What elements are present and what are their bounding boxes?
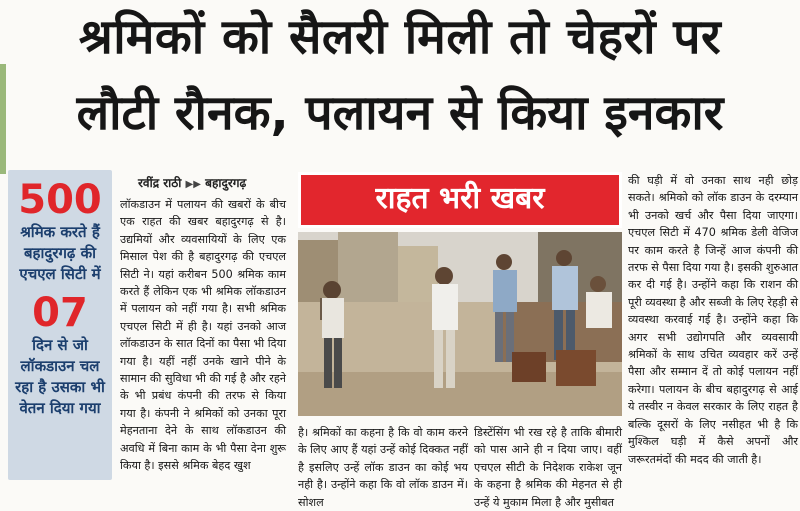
byline-author: रवींद्र राठी (138, 176, 182, 190)
byline (138, 174, 246, 191)
fact-text-workers: श्रमिक करते हैं बहादुरगढ़ की एचएल सिटी में (19, 223, 101, 283)
fact-number-workers: 500 (18, 177, 102, 223)
fact-box (8, 170, 112, 480)
headline-banner: राहत भरी खबर (298, 172, 622, 228)
article-column-2: है। श्रमिकों का कहना है कि वो काम करने के लिए आए हैं यहां उन्हें कोई दिक्कत नहीं है इसलिए उन्हें लॉक डाउन का कोई भय नही है। उन्होंने कहा कि वो लॉक डाउन में। सोशल (298, 426, 468, 509)
fact-text-days: दिन से जो लॉकडाउन चल रहा है उसका भी वेतन दिया गया (15, 336, 105, 417)
article-column-4: की घड़ी में वो उनका साथ नही छोड़ सकते। श्रमिको को लॉक डाउन के दरम्यान भी उनको खर्च और पैसा दिया जाएगा। एचएल सिटी में 470 श्रमिक डेली वेजिज पर काम करते है जिन्हें आज कंपनी की तरफ से पैसा दिया गया है। इसकी शुरुआत कर दी गई है। उन्होंने कहा कि राशन की पूरी व्यवस्था है और सब्जी के लिए रेहड़ी से व्यवस्था करवाई गई है। उन्होंने कहा कि अगर सभी उद्योगपति और व्यवसायी श्रमिकों के साथ उचित व्यवहार करें उन्हें पैसा और सम्मान दें तो कोई पलायन नहीं करेगा। पलायन के बीच बहादुरगढ़ से आई ये तस्वीर न केवल सरकार के लिए राहत है बल्कि दूसरों के लिए नसीहत भी है कि मुश्किल घड़ी में कैसे अपनों और जरूरतमंदों की मदद की जाती है। (628, 174, 798, 466)
fact-number-days: 07 (32, 290, 88, 336)
article-column-3: डिस्टेंसिंग भी रख रहे है ताकि बीमारी को पास आने ही न दिया जाए। वहीं एचएल सीटी के निदेशक राकेश जून के कहना है श्रमिक की मेहनत से ही उन्हें ये मुकाम मिला है और मुसीबत (474, 426, 622, 509)
byline-location: बहादुरगढ़ (205, 176, 247, 190)
headline-line-1: श्रमिकों को सैलरी मिली तो चेहरों पर (78, 9, 722, 65)
news-photo-illustration (298, 232, 622, 416)
headline-line-2: लौटी रौनक, पलायन से किया इनकार (76, 85, 724, 141)
article-column-1: लॉकडाउन में पलायन की खबरों के बीच एक राहत की खबर बहादुरगढ़ से है। उद्यमियों और व्यवसायियों के लिए एक मिसाल पेश की है बहादुरगढ़ की एचएल सिटी ने। यहां करीबन 500 श्रमिक काम करते हैं लेकिन एक भी श्रमिक लॉकडाउन में पलायन को नहीं गया है। सभी श्रमिक एचएल सिटी में ही है। यहां उनको आज लॉकडाउन के सात दिनों का पैसा भी दिया गया है। यहीं नहीं उनके खाने पीने के सामान की सुविधा भी की गई है और रहने के भी प्रबंध कंपनी की तरफ से किया गया है। कंपनी ने श्रमिकों को उनका पूरा मेहनताना देने के साथ लॉकडाउन की अवधि में बिना काम के भी पैसा देना शुरू किया है। इससे श्रमिक बेहद खुश (120, 198, 286, 473)
news-photo (298, 232, 622, 416)
double-arrow-icon: ▶▶ (185, 179, 201, 190)
